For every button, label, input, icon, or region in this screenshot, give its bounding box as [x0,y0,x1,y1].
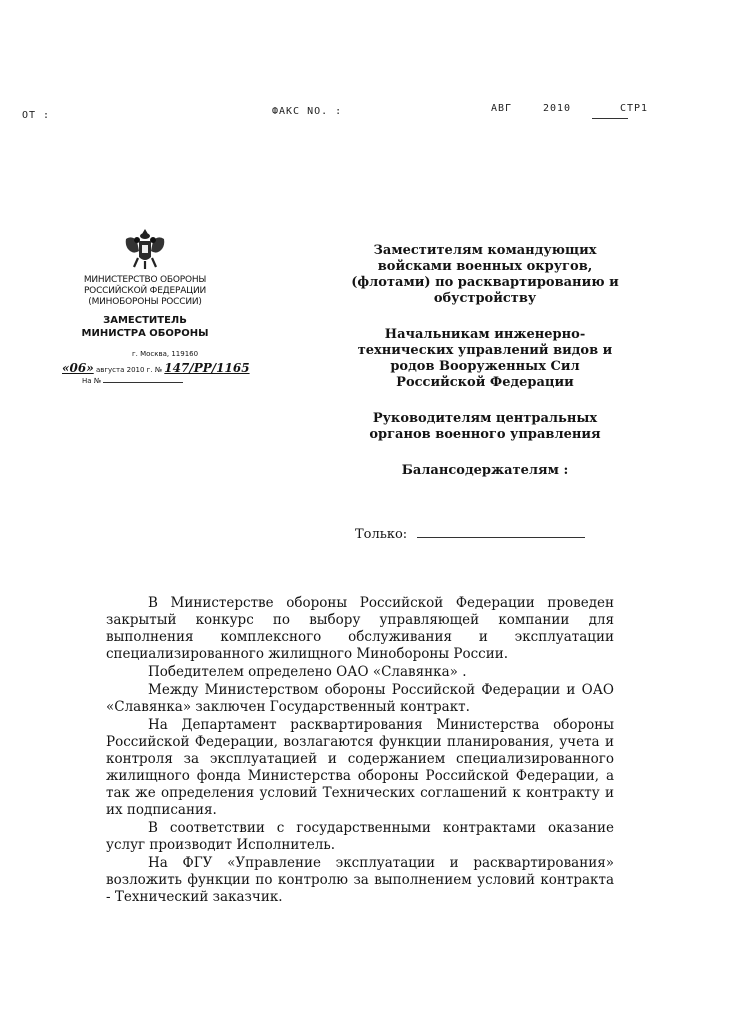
recipient-line: органов военного управления [369,427,601,442]
only-line [355,527,585,542]
reference-number-label: На № [82,377,102,385]
recipient-line: родов Вооруженных Сил [390,359,580,374]
recipient-line: Российской Федерации [396,375,574,390]
registration-line [60,361,250,375]
recipient-line: Балансодержателям : [401,463,569,478]
reference-number-line [60,377,230,385]
fax-page: СТР1 [620,103,649,114]
body-paragraph: Победителем определено ОАО «Славянка» . [148,664,467,680]
recipient-line: (флотами) по расквартированию и [351,275,619,290]
body-paragraph: На ФГУ «Управление эксплуатации и расквартирования» возложить функции по контролю за выполнением условий контракта - Технический заказчик. [106,855,614,905]
letter-body [106,595,614,907]
recipient-group-3 [340,411,630,443]
fax-number-label: ФАКС NO. : [272,106,343,117]
recipient-group-1 [340,243,630,307]
body-paragraph: В соответствии с государственными контрактами оказание услуг производит Исполнитель. [106,820,614,853]
recipient-group-4 [340,463,630,479]
body-paragraph: В Министерстве обороны Российской Федерации проведен закрытый конкурс по выбору управляющей компании для выполнения комплексного обслуживания и эксплуатации специализированного жилищного Минобороны России. [106,595,614,662]
fax-year: 2010 [543,103,572,114]
recipient-group-2 [340,327,630,391]
registration-number: 147/РР/1165 [164,361,250,375]
fax-from-label: ОТ : [22,110,51,121]
recipient-line: Начальникам инженерно- [384,327,586,342]
recipient-line: технических управлений видов и [357,343,613,358]
double-headed-eagle-emblem-icon [124,225,166,271]
date-month-year: августа 2010 г. № [95,366,163,374]
sender-title-line-1: ЗАМЕСТИТЕЛЬ [103,315,187,326]
ministry-name-line-3: (МИНОБОРОНЫ РОССИИ) [88,297,202,307]
recipient-line: войсками военных округов, [377,259,593,274]
recipient-line: Руководителям центральных [372,411,598,426]
recipient-line: Заместителям командующих [373,243,597,258]
ministry-name-line-1: МИНИСТЕРСТВО ОБОРОНЫ [83,275,207,285]
sender-address: г. Москва, 119160 [131,350,199,358]
recipient-line: обустройству [433,291,537,306]
only-label: Только: [355,527,408,542]
only-blank [417,537,585,538]
sender-title-line-2: МИНИСТРА ОБОРОНЫ [81,328,209,339]
date-day: «06» [62,361,94,375]
recipients-block [340,243,630,499]
ministry-name-line-2: РОССИЙСКОЙ ФЕДЕРАЦИИ [83,286,207,296]
body-paragraph: Между Министерством обороны Российской Федерации и ОАО «Славянка» заключен Государственный контракт. [106,682,614,715]
sender-block [60,225,250,385]
fax-month: АВГ [491,103,513,114]
body-paragraph: На Департамент расквартирования Министерства обороны Российской Федерации, возлагаются функции планирования, учета и контроля за эксплуатацией и содержанием специализированного жилищного фонда Министерства обороны Российской Федерации, а так же определения условий Технических соглашений к контракту и их подписания. [106,717,614,818]
reference-number-blank [103,382,183,383]
fax-page-underline [592,118,628,119]
